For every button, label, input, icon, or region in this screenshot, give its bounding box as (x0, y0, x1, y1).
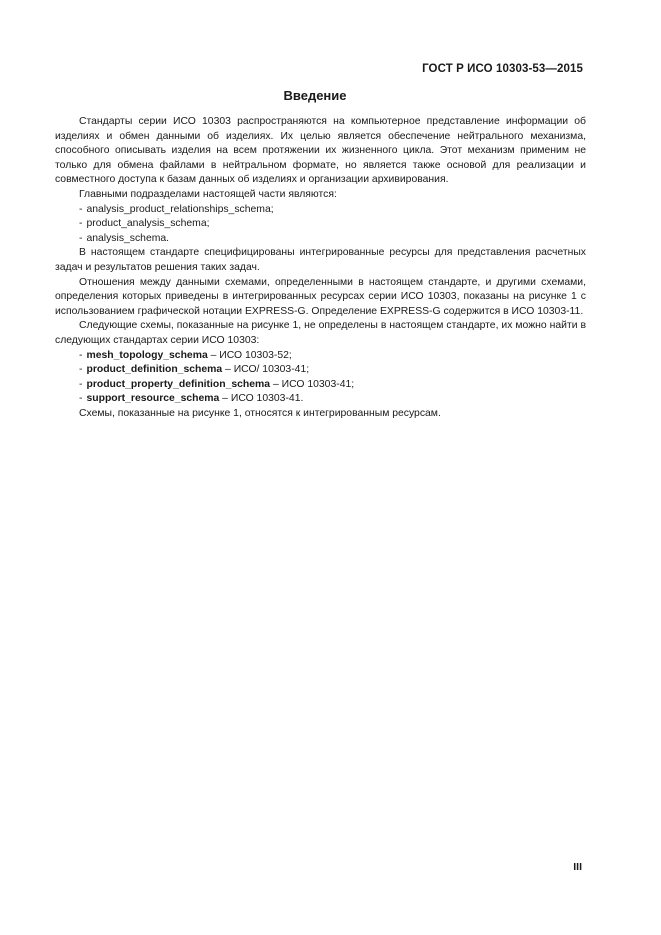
schema-name: product_property_definition_schema (86, 378, 271, 390)
schema-reference: – ИСО 10303-52; (207, 349, 292, 361)
list-dash: - (79, 393, 83, 405)
schema-reference: – ИСО 10303-41; (270, 378, 355, 390)
list-dash: - (79, 349, 83, 361)
list-dash: - (79, 232, 83, 244)
section-title: Введение (283, 88, 347, 103)
list-dash: - (79, 218, 83, 230)
paragraph-subsections-lead: Главными подразделами настоящей части являются: (79, 188, 337, 200)
list-dash: - (79, 364, 83, 376)
schema-name: support_resource_schema (86, 393, 220, 405)
paragraph-external-lead: Следующие схемы, показанные на рисунке 1, не определены в настоящем стандарте, их можно найти в следующих стандартах серии ИСО 10303: (55, 320, 586, 346)
page-number: III (573, 861, 582, 873)
document-header: ГОСТ Р ИСО 10303-53—2015 (422, 63, 583, 75)
list-item (55, 378, 586, 393)
schema-reference: – ИСО 10303-41. (219, 393, 304, 405)
list-item (55, 363, 586, 378)
paragraph-intro: Стандарты серии ИСО 10303 распространяются на компьютерное представление информации об изделиях и обмен данными об изделиях. Их целью является обеспечение нейтрального механизма, способного описывать изделия на всем протяжении их жизненного цикла. Этот механизм применим не только для обмена файлами в нейтральном формате, но является также основой для реализации и совместного доступа к базам данных об изделиях и организации архивирования. (55, 116, 586, 186)
paragraph-closing: Схемы, показанные на рисунке 1, относятся к интегрированным ресурсам. (79, 407, 441, 419)
list-item (55, 392, 586, 407)
subsection-name: analysis_product_relationships_schema; (86, 203, 274, 215)
subsection-name: analysis_schema. (86, 232, 170, 244)
list-dash: - (79, 203, 83, 215)
paragraph-scope: В настоящем стандарте специфицированы интегрированные ресурсы для представления расчетных задач и результатов решения таких задач. (55, 247, 586, 273)
list-item (55, 232, 586, 247)
list-item (55, 217, 586, 232)
schema-name: product_definition_schema (86, 364, 223, 376)
list-dash: - (79, 378, 83, 390)
paragraph-relations: Отношения между данными схемами, определенными в настоящем стандарте, и другими схемами, определения которых приведены в интегрированных ресурсах серии ИСО 10303, показаны на рисунке 1 с использованием графической нотации EXPRESS-G. Определение EXPRESS-G содержится в ИСО 10303-11. (55, 276, 586, 317)
subsection-name: product_analysis_schema; (86, 218, 210, 230)
document-body (55, 115, 586, 421)
list-item (55, 203, 586, 218)
schema-name: mesh_topology_schema (86, 349, 208, 361)
list-item (55, 349, 586, 364)
schema-reference: – ИСО/ 10303-41; (222, 364, 310, 376)
